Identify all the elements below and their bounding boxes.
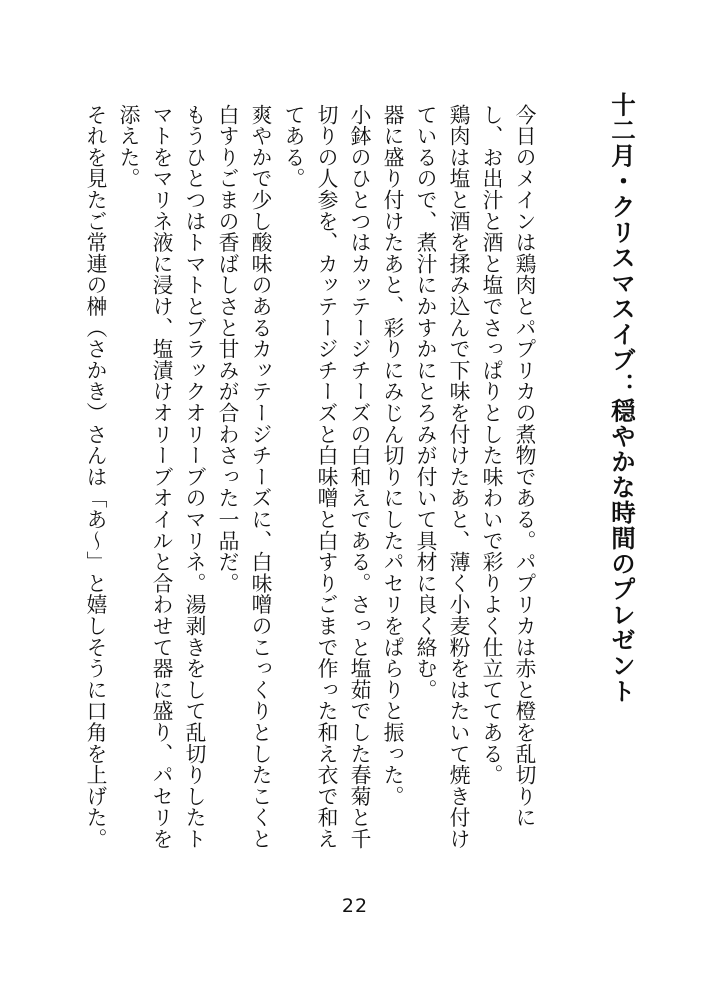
paragraph: 今日のメインは鶏肉とパプリカの煮物である。パプリカは赤と橙を乱切りにし、お出汁と酒と塩でさっぱりとした味わいで彩りよく仕立ててある。 [479,104,536,829]
paragraph: それを見たご常連の榊（さかき）さんは「あ〜」と嬉しそうに口角を上げた。 [83,104,107,850]
paragraph: 器に盛り付けたあと、彩りにみじん切りにしたパセリをぱらりと振った。 [380,104,404,807]
chapter-title: 十二月・クリスマスイブ：穏やかな時間のプレゼント [608,92,637,704]
paragraph: 小鉢のひとつはカッテージチーズの白和えである。さっと塩茹でした春菊と千切りの人参を、カッテージチーズと白味噌と白すりごまで作った和え衣で和えてある。 [281,104,371,850]
paragraph: もうひとつはトマトとブラックオリーブのマリネ。湯剥きをして乱切りしたトマトをマリネ液に浸け、塩漬けオリーブオイルと合わせて器に盛り、パセリを添えた。 [116,104,206,850]
paragraph: 爽やかで少し酸味のあるカッテージチーズに、白味噌のこっくりとしたこくと白すりごまの香ばしさと甘みが合わさった一品だ。 [215,104,272,850]
body-text [78,104,540,864]
paragraph: 鶏肉は塩と酒を揉み込んで下味を付けたあと、薄く小麦粉をはたいて焼き付けているので、煮汁にかすかにとろみが付いて具材に良く絡む。 [413,104,470,850]
page-number: 22 [341,895,369,917]
